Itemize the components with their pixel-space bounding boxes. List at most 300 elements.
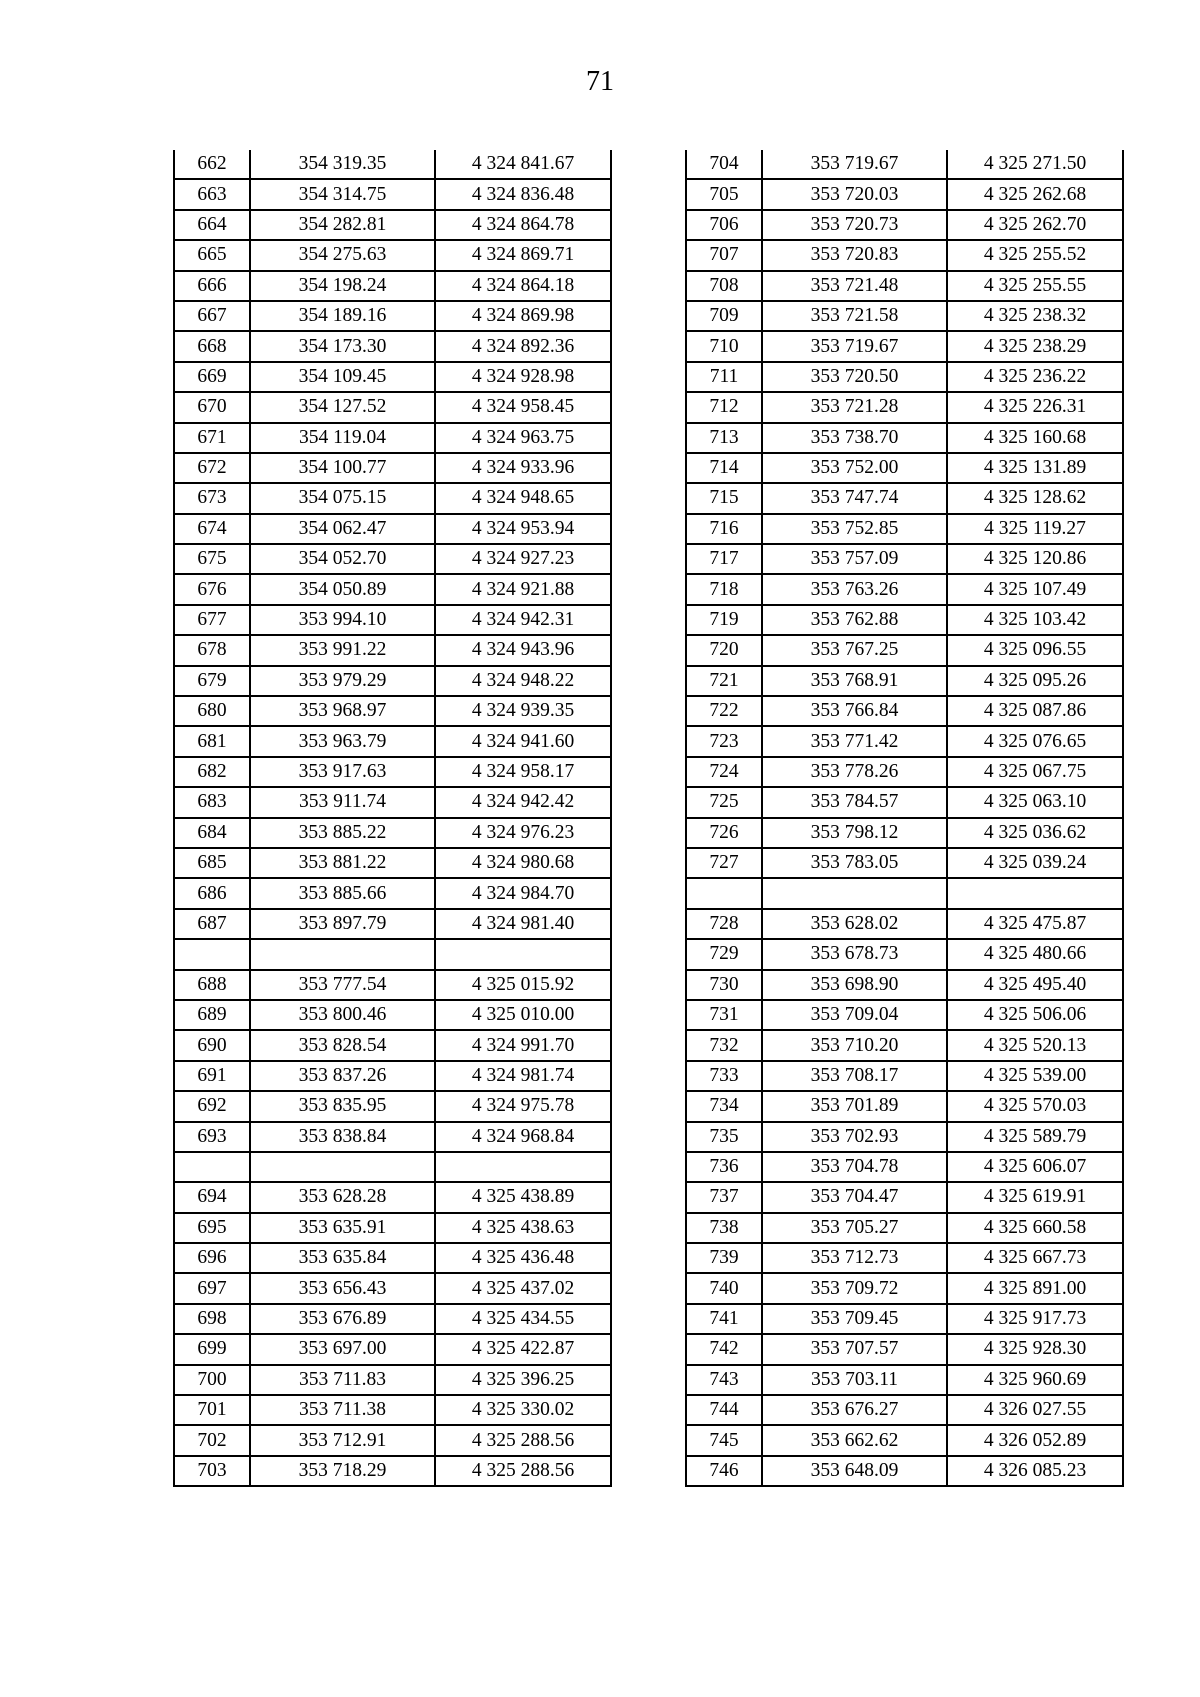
x-coordinate-cell: 353 648.09 (762, 1456, 947, 1486)
table-row (174, 1304, 611, 1334)
y-coordinate-cell: 4 325 255.52 (947, 240, 1123, 270)
table-row (686, 392, 1123, 422)
x-coordinate-cell: 353 763.26 (762, 574, 947, 604)
point-number-cell: 723 (686, 726, 762, 756)
point-number-cell: 698 (174, 1304, 250, 1334)
y-coordinate-cell: 4 324 864.78 (435, 210, 611, 240)
table-row (174, 635, 611, 665)
table-row (174, 1365, 611, 1395)
point-number-cell: 710 (686, 331, 762, 361)
point-number-cell: 737 (686, 1182, 762, 1212)
x-coordinate-cell: 353 719.67 (762, 331, 947, 361)
y-coordinate-cell: 4 325 570.03 (947, 1091, 1123, 1121)
x-coordinate-cell: 353 718.29 (250, 1456, 435, 1486)
x-coordinate-cell: 354 189.16 (250, 301, 435, 331)
point-number-cell: 744 (686, 1395, 762, 1425)
table-row (174, 574, 611, 604)
point-number-cell: 739 (686, 1243, 762, 1273)
point-number-cell: 667 (174, 301, 250, 331)
point-number-cell: 713 (686, 423, 762, 453)
point-number-cell: 663 (174, 179, 250, 209)
point-number-cell: 707 (686, 240, 762, 270)
table-row (174, 1213, 611, 1243)
table-row (686, 574, 1123, 604)
y-coordinate-cell: 4 324 975.78 (435, 1091, 611, 1121)
y-coordinate-cell: 4 324 991.70 (435, 1030, 611, 1060)
table-row (174, 1000, 611, 1030)
point-number-cell: 673 (174, 483, 250, 513)
table-row (686, 1000, 1123, 1030)
table-row (686, 787, 1123, 817)
table-row (686, 1304, 1123, 1334)
point-number-cell: 743 (686, 1365, 762, 1395)
x-coordinate-cell: 354 314.75 (250, 179, 435, 209)
y-coordinate-cell: 4 324 963.75 (435, 423, 611, 453)
y-coordinate-cell: 4 325 520.13 (947, 1030, 1123, 1060)
y-coordinate-cell: 4 325 238.29 (947, 331, 1123, 361)
table-row (174, 666, 611, 696)
x-coordinate-cell: 354 282.81 (250, 210, 435, 240)
table-row (174, 1091, 611, 1121)
table-row (174, 392, 611, 422)
y-coordinate-cell: 4 324 958.45 (435, 392, 611, 422)
x-coordinate-cell: 353 698.90 (762, 970, 947, 1000)
page-number: 71 (586, 66, 614, 97)
table-row (686, 757, 1123, 787)
y-coordinate-cell: 4 325 238.32 (947, 301, 1123, 331)
table-row (686, 666, 1123, 696)
y-coordinate-cell: 4 325 619.91 (947, 1182, 1123, 1212)
x-coordinate-cell: 354 050.89 (250, 574, 435, 604)
table-row (174, 787, 611, 817)
y-coordinate-cell: 4 324 869.98 (435, 301, 611, 331)
y-coordinate-cell: 4 325 396.25 (435, 1365, 611, 1395)
y-coordinate-cell: 4 325 606.07 (947, 1152, 1123, 1182)
point-number-cell: 666 (174, 271, 250, 301)
table-row (174, 1182, 611, 1212)
y-coordinate-cell: 4 325 103.42 (947, 605, 1123, 635)
point-number-cell: 724 (686, 757, 762, 787)
point-number-cell: 720 (686, 635, 762, 665)
table-row (686, 939, 1123, 969)
y-coordinate-cell: 4 325 262.68 (947, 179, 1123, 209)
table-row (174, 179, 611, 209)
y-coordinate-cell: 4 325 436.48 (435, 1243, 611, 1273)
point-number-cell: 727 (686, 848, 762, 878)
table-row (686, 301, 1123, 331)
x-coordinate-cell: 353 705.27 (762, 1213, 947, 1243)
point-number-cell: 670 (174, 392, 250, 422)
point-number-cell: 726 (686, 818, 762, 848)
y-coordinate-cell: 4 325 120.86 (947, 544, 1123, 574)
x-coordinate-cell: 354 319.35 (250, 150, 435, 179)
x-coordinate-cell: 353 720.83 (762, 240, 947, 270)
y-coordinate-cell: 4 325 667.73 (947, 1243, 1123, 1273)
x-coordinate-cell: 354 062.47 (250, 514, 435, 544)
table-row (686, 1061, 1123, 1091)
x-coordinate-cell: 353 709.72 (762, 1273, 947, 1303)
point-number-cell: 725 (686, 787, 762, 817)
point-number-cell: 731 (686, 1000, 762, 1030)
point-number-cell: 682 (174, 757, 250, 787)
y-coordinate-cell (435, 1152, 611, 1182)
x-coordinate-cell: 353 709.45 (762, 1304, 947, 1334)
y-coordinate-cell: 4 324 953.94 (435, 514, 611, 544)
x-coordinate-cell: 353 720.73 (762, 210, 947, 240)
y-coordinate-cell: 4 324 869.71 (435, 240, 611, 270)
x-coordinate-cell: 353 712.91 (250, 1425, 435, 1455)
x-coordinate-cell (250, 939, 435, 969)
table-row (686, 210, 1123, 240)
x-coordinate-cell: 353 752.00 (762, 453, 947, 483)
point-number-cell: 730 (686, 970, 762, 1000)
table-row (686, 240, 1123, 270)
point-number-cell: 662 (174, 150, 250, 179)
point-number-cell: 740 (686, 1273, 762, 1303)
point-number-cell: 674 (174, 514, 250, 544)
x-coordinate-cell: 353 767.25 (762, 635, 947, 665)
table-row (174, 878, 611, 908)
y-coordinate-cell (435, 939, 611, 969)
point-number-cell: 705 (686, 179, 762, 209)
y-coordinate-cell: 4 325 506.06 (947, 1000, 1123, 1030)
y-coordinate-cell: 4 326 052.89 (947, 1425, 1123, 1455)
table-row (686, 848, 1123, 878)
point-number-cell: 679 (174, 666, 250, 696)
x-coordinate-cell: 354 275.63 (250, 240, 435, 270)
table-row (174, 848, 611, 878)
point-number-cell: 742 (686, 1334, 762, 1364)
y-coordinate-cell: 4 325 539.00 (947, 1061, 1123, 1091)
y-coordinate-cell (947, 878, 1123, 908)
point-number-cell: 691 (174, 1061, 250, 1091)
y-coordinate-cell: 4 325 236.22 (947, 362, 1123, 392)
point-number-cell (174, 1152, 250, 1182)
y-coordinate-cell: 4 325 131.89 (947, 453, 1123, 483)
x-coordinate-cell: 354 075.15 (250, 483, 435, 513)
x-coordinate-cell: 353 768.91 (762, 666, 947, 696)
coordinates-table-left (173, 150, 612, 1487)
point-number-cell: 677 (174, 605, 250, 635)
y-coordinate-cell: 4 324 921.88 (435, 574, 611, 604)
table-row (174, 544, 611, 574)
point-number-cell: 690 (174, 1030, 250, 1060)
x-coordinate-cell: 353 635.91 (250, 1213, 435, 1243)
x-coordinate-cell: 353 711.38 (250, 1395, 435, 1425)
table-row (174, 423, 611, 453)
point-number-cell: 709 (686, 301, 762, 331)
point-number-cell: 745 (686, 1425, 762, 1455)
x-coordinate-cell: 353 762.88 (762, 605, 947, 635)
x-coordinate-cell: 353 704.78 (762, 1152, 947, 1182)
y-coordinate-cell: 4 325 076.65 (947, 726, 1123, 756)
table-row (686, 483, 1123, 513)
x-coordinate-cell: 353 800.46 (250, 1000, 435, 1030)
table-row (686, 423, 1123, 453)
x-coordinate-cell: 353 708.17 (762, 1061, 947, 1091)
y-coordinate-cell: 4 324 948.22 (435, 666, 611, 696)
x-coordinate-cell: 353 720.03 (762, 179, 947, 209)
table-row (686, 1425, 1123, 1455)
x-coordinate-cell: 353 721.28 (762, 392, 947, 422)
y-coordinate-cell: 4 325 096.55 (947, 635, 1123, 665)
y-coordinate-cell: 4 325 891.00 (947, 1273, 1123, 1303)
x-coordinate-cell: 354 119.04 (250, 423, 435, 453)
table-row (686, 696, 1123, 726)
x-coordinate-cell: 353 719.67 (762, 150, 947, 179)
table-row (174, 1334, 611, 1364)
table-row (174, 605, 611, 635)
x-coordinate-cell (762, 878, 947, 908)
point-number-cell: 734 (686, 1091, 762, 1121)
y-coordinate-cell: 4 325 960.69 (947, 1365, 1123, 1395)
x-coordinate-cell: 353 711.83 (250, 1365, 435, 1395)
point-number-cell: 678 (174, 635, 250, 665)
y-coordinate-cell: 4 324 939.35 (435, 696, 611, 726)
point-number-cell: 695 (174, 1213, 250, 1243)
point-number-cell: 681 (174, 726, 250, 756)
table-row (686, 362, 1123, 392)
table-row (174, 1122, 611, 1152)
table-row (686, 1091, 1123, 1121)
x-coordinate-cell: 353 676.89 (250, 1304, 435, 1334)
coordinates-table-right-body (686, 150, 1123, 1486)
table-row (686, 1030, 1123, 1060)
coordinates-table-left-body (174, 150, 611, 1486)
x-coordinate-cell: 354 173.30 (250, 331, 435, 361)
y-coordinate-cell: 4 325 434.55 (435, 1304, 611, 1334)
x-coordinate-cell: 354 100.77 (250, 453, 435, 483)
table-row (174, 909, 611, 939)
x-coordinate-cell: 353 628.02 (762, 909, 947, 939)
x-coordinate-cell: 353 777.54 (250, 970, 435, 1000)
point-number-cell: 700 (174, 1365, 250, 1395)
table-row (686, 271, 1123, 301)
y-coordinate-cell: 4 324 981.74 (435, 1061, 611, 1091)
y-coordinate-cell: 4 325 475.87 (947, 909, 1123, 939)
y-coordinate-cell: 4 326 085.23 (947, 1456, 1123, 1486)
x-coordinate-cell: 353 702.93 (762, 1122, 947, 1152)
table-row (174, 150, 611, 179)
y-coordinate-cell: 4 324 841.67 (435, 150, 611, 179)
point-number-cell: 675 (174, 544, 250, 574)
point-number-cell: 701 (174, 1395, 250, 1425)
x-coordinate-cell: 353 721.58 (762, 301, 947, 331)
point-number-cell: 719 (686, 605, 762, 635)
point-number-cell: 686 (174, 878, 250, 908)
y-coordinate-cell: 4 324 836.48 (435, 179, 611, 209)
table-row (174, 726, 611, 756)
table-row (686, 1395, 1123, 1425)
point-number-cell: 688 (174, 970, 250, 1000)
table-row (686, 909, 1123, 939)
table-row (686, 1243, 1123, 1273)
y-coordinate-cell: 4 325 063.10 (947, 787, 1123, 817)
point-number-cell: 668 (174, 331, 250, 361)
point-number-cell: 736 (686, 1152, 762, 1182)
y-coordinate-cell: 4 324 933.96 (435, 453, 611, 483)
x-coordinate-cell: 353 783.05 (762, 848, 947, 878)
point-number-cell: 708 (686, 271, 762, 301)
x-coordinate-cell: 354 052.70 (250, 544, 435, 574)
table-row (686, 1152, 1123, 1182)
x-coordinate-cell: 353 917.63 (250, 757, 435, 787)
point-number-cell: 665 (174, 240, 250, 270)
x-coordinate-cell: 353 701.89 (762, 1091, 947, 1121)
y-coordinate-cell: 4 324 958.17 (435, 757, 611, 787)
table-row (174, 271, 611, 301)
point-number-cell: 697 (174, 1273, 250, 1303)
table-row (174, 331, 611, 361)
x-coordinate-cell: 353 885.22 (250, 818, 435, 848)
point-number-cell: 712 (686, 392, 762, 422)
table-row (174, 1456, 611, 1486)
x-coordinate-cell: 353 720.50 (762, 362, 947, 392)
table-row (174, 483, 611, 513)
table-row (174, 1425, 611, 1455)
table-row (686, 818, 1123, 848)
point-number-cell: 687 (174, 909, 250, 939)
y-coordinate-cell: 4 325 107.49 (947, 574, 1123, 604)
x-coordinate-cell: 353 635.84 (250, 1243, 435, 1273)
table-row (174, 1395, 611, 1425)
point-number-cell: 672 (174, 453, 250, 483)
point-number-cell: 664 (174, 210, 250, 240)
y-coordinate-cell: 4 325 288.56 (435, 1456, 611, 1486)
table-row (686, 1182, 1123, 1212)
table-row (174, 970, 611, 1000)
x-coordinate-cell: 353 771.42 (762, 726, 947, 756)
x-coordinate-cell: 353 784.57 (762, 787, 947, 817)
point-number-cell: 718 (686, 574, 762, 604)
table-row (686, 179, 1123, 209)
x-coordinate-cell: 353 752.85 (762, 514, 947, 544)
x-coordinate-cell: 353 697.00 (250, 1334, 435, 1364)
y-coordinate-cell: 4 324 941.60 (435, 726, 611, 756)
x-coordinate-cell: 353 709.04 (762, 1000, 947, 1030)
point-number-cell: 741 (686, 1304, 762, 1334)
point-number-cell: 722 (686, 696, 762, 726)
table-row (686, 878, 1123, 908)
x-coordinate-cell (250, 1152, 435, 1182)
table-row (174, 514, 611, 544)
y-coordinate-cell: 4 325 437.02 (435, 1273, 611, 1303)
y-coordinate-cell: 4 325 917.73 (947, 1304, 1123, 1334)
x-coordinate-cell: 353 656.43 (250, 1273, 435, 1303)
point-number-cell: 689 (174, 1000, 250, 1030)
y-coordinate-cell: 4 325 010.00 (435, 1000, 611, 1030)
x-coordinate-cell: 353 979.29 (250, 666, 435, 696)
point-number-cell: 680 (174, 696, 250, 726)
x-coordinate-cell: 353 837.26 (250, 1061, 435, 1091)
point-number-cell: 729 (686, 939, 762, 969)
table-row (686, 635, 1123, 665)
table-row (686, 150, 1123, 179)
x-coordinate-cell: 353 766.84 (762, 696, 947, 726)
point-number-cell: 703 (174, 1456, 250, 1486)
y-coordinate-cell: 4 324 976.23 (435, 818, 611, 848)
table-row (174, 210, 611, 240)
x-coordinate-cell: 353 838.84 (250, 1122, 435, 1152)
x-coordinate-cell: 353 712.73 (762, 1243, 947, 1273)
y-coordinate-cell: 4 325 255.55 (947, 271, 1123, 301)
point-number-cell: 696 (174, 1243, 250, 1273)
x-coordinate-cell: 353 721.48 (762, 271, 947, 301)
y-coordinate-cell: 4 325 067.75 (947, 757, 1123, 787)
y-coordinate-cell: 4 325 036.62 (947, 818, 1123, 848)
point-number-cell: 716 (686, 514, 762, 544)
point-number-cell: 746 (686, 1456, 762, 1486)
table-row (686, 726, 1123, 756)
x-coordinate-cell: 353 710.20 (762, 1030, 947, 1060)
y-coordinate-cell: 4 325 438.89 (435, 1182, 611, 1212)
y-coordinate-cell: 4 324 968.84 (435, 1122, 611, 1152)
x-coordinate-cell: 353 963.79 (250, 726, 435, 756)
point-number-cell: 693 (174, 1122, 250, 1152)
point-number-cell: 732 (686, 1030, 762, 1060)
y-coordinate-cell: 4 325 480.66 (947, 939, 1123, 969)
point-number-cell (686, 878, 762, 908)
y-coordinate-cell: 4 325 589.79 (947, 1122, 1123, 1152)
table-row (686, 605, 1123, 635)
point-number-cell: 721 (686, 666, 762, 696)
x-coordinate-cell: 353 991.22 (250, 635, 435, 665)
y-coordinate-cell: 4 325 039.24 (947, 848, 1123, 878)
y-coordinate-cell: 4 324 927.23 (435, 544, 611, 574)
point-number-cell: 702 (174, 1425, 250, 1455)
x-coordinate-cell: 354 198.24 (250, 271, 435, 301)
table-row (686, 544, 1123, 574)
point-number-cell: 685 (174, 848, 250, 878)
table-row (174, 453, 611, 483)
y-coordinate-cell: 4 325 119.27 (947, 514, 1123, 544)
point-number-cell: 683 (174, 787, 250, 817)
point-number-cell: 717 (686, 544, 762, 574)
x-coordinate-cell: 354 109.45 (250, 362, 435, 392)
x-coordinate-cell: 353 994.10 (250, 605, 435, 635)
x-coordinate-cell: 353 835.95 (250, 1091, 435, 1121)
point-number-cell: 735 (686, 1122, 762, 1152)
table-row (686, 1365, 1123, 1395)
y-coordinate-cell: 4 326 027.55 (947, 1395, 1123, 1425)
table-row (174, 818, 611, 848)
y-coordinate-cell: 4 325 438.63 (435, 1213, 611, 1243)
x-coordinate-cell: 353 738.70 (762, 423, 947, 453)
x-coordinate-cell: 353 678.73 (762, 939, 947, 969)
y-coordinate-cell: 4 324 942.42 (435, 787, 611, 817)
y-coordinate-cell: 4 325 495.40 (947, 970, 1123, 1000)
x-coordinate-cell: 353 704.47 (762, 1182, 947, 1212)
point-number-cell: 684 (174, 818, 250, 848)
table-row (174, 1273, 611, 1303)
point-number-cell: 704 (686, 150, 762, 179)
table-row (686, 331, 1123, 361)
table-row (686, 1122, 1123, 1152)
y-coordinate-cell: 4 325 422.87 (435, 1334, 611, 1364)
x-coordinate-cell: 353 911.74 (250, 787, 435, 817)
y-coordinate-cell: 4 324 980.68 (435, 848, 611, 878)
y-coordinate-cell: 4 325 271.50 (947, 150, 1123, 179)
y-coordinate-cell: 4 324 928.98 (435, 362, 611, 392)
point-number-cell: 676 (174, 574, 250, 604)
table-row (686, 1456, 1123, 1486)
point-number-cell: 694 (174, 1182, 250, 1212)
x-coordinate-cell: 353 885.66 (250, 878, 435, 908)
x-coordinate-cell: 353 881.22 (250, 848, 435, 878)
y-coordinate-cell: 4 324 984.70 (435, 878, 611, 908)
table-row (174, 939, 611, 969)
y-coordinate-cell: 4 324 948.65 (435, 483, 611, 513)
